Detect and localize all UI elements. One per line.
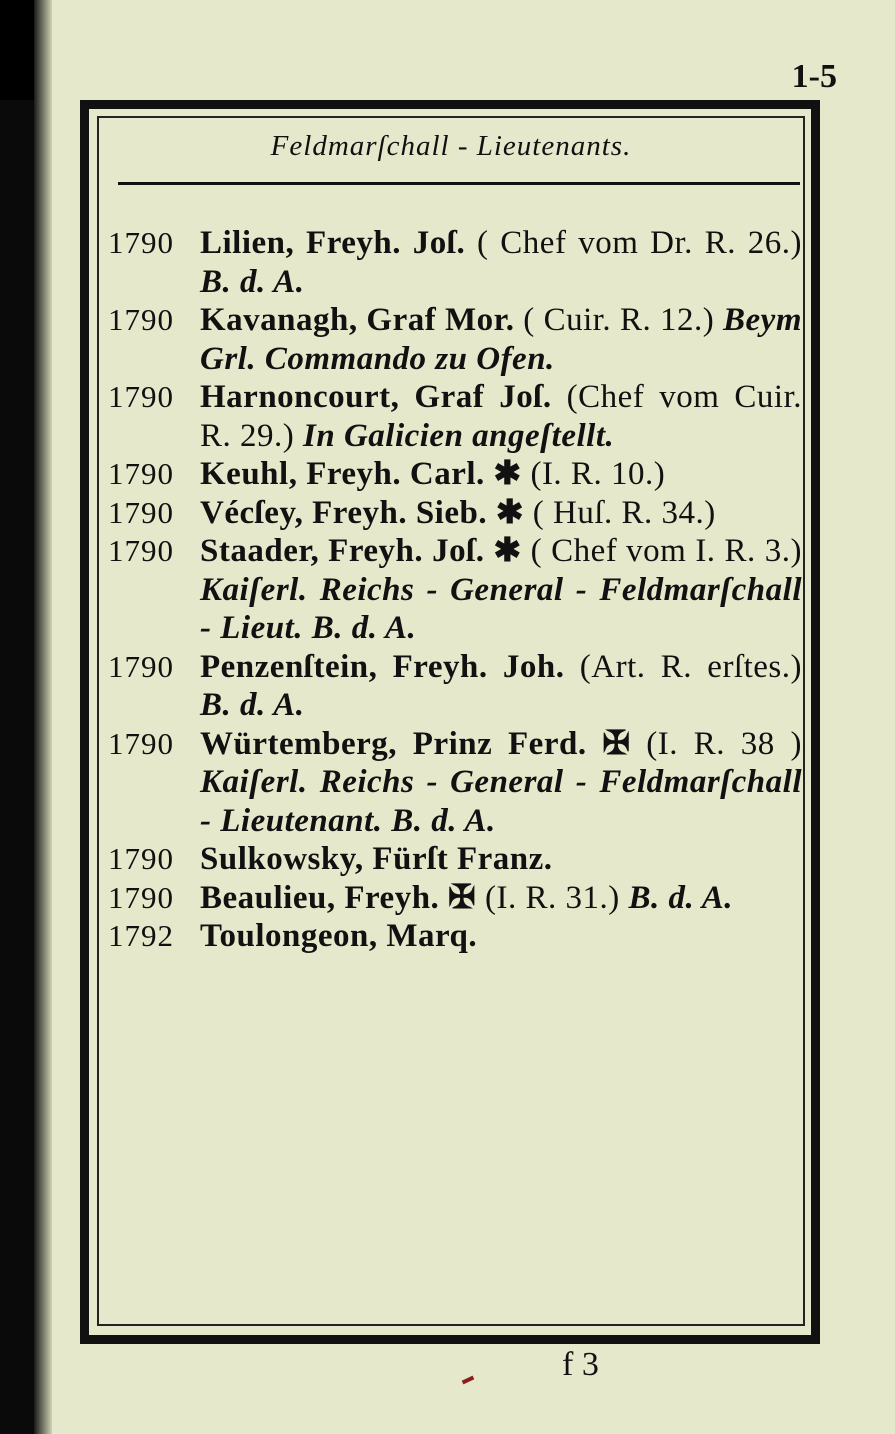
list-item [102,455,802,494]
entry-name: Würtemberg, Prinz Ferd. ✠ [200,725,631,762]
list-item [102,879,802,918]
entry-text [200,224,802,301]
list-item [102,532,802,648]
entry-name: Keuhl, Freyh. Carl. ✱ [200,456,522,492]
entry-detail: ( Chef vom I. R. 3.) [530,533,802,569]
page-number: 1-5 [791,58,837,95]
entry-name: Sulkowsky, Fürſt Franz. [200,841,553,877]
entry-name: Kavanagh, Graf Mor. [200,302,515,338]
entry-text [200,725,802,841]
entry-detail: ( Chef vom Dr. R. 26.) [477,225,802,261]
entry-name: Vécſey, Freyh. Sieb. ✱ [200,494,525,531]
list-item [102,224,802,301]
entry-note: In Galicien angeſtellt. [303,417,615,454]
entry-text [200,879,802,918]
entry-detail: (I. R. 10.) [530,456,666,492]
entry-year: 1792 [108,918,174,953]
entry-detail: (Art. R. erſtes.) [579,648,802,685]
list-item [102,378,802,455]
entry-note: B. d. A. [628,879,733,916]
signature-mark: f 3 [562,1346,599,1383]
list-item [102,648,802,725]
entry-note: B. d. A. [200,263,305,300]
entry-name: Harnoncourt, Graf Joſ. [200,379,552,415]
section-title: Feldmarſchall - Lieutenants. [270,130,632,162]
entry-text [200,301,802,378]
entry-name: Lilien, Freyh. Joſ. [200,225,466,261]
entry-text [200,532,802,648]
entry-note: Kaiſerl. Reichs - General - Feldmarſchall - Lieut. B. d. A. [200,571,802,646]
entry-text [200,648,802,725]
entry-name: Staader, Freyh. Joſ. ✱ [200,533,522,569]
entry-note: B. d. A. [200,687,305,723]
entry-detail: (I. R. 31.) [484,879,620,916]
entry-year: 1790 [108,379,174,414]
entry-text [200,917,802,956]
header-divider [118,182,800,185]
entry-detail: ( Huſ. R. 34.) [532,494,716,531]
entry-text [200,494,802,533]
entry-year: 1790 [108,302,174,337]
list-item [102,917,802,956]
entry-detail: (I. R. 38 ) [646,725,803,762]
entry-year: 1790 [108,533,174,568]
entry-year: 1790 [108,841,174,876]
entry-detail: (Chef vom Cuir. R. 29.) [200,379,803,454]
entry-year: 1790 [108,648,174,684]
entry-text [200,378,802,455]
book-binding [0,0,52,1434]
entry-year: 1790 [108,494,174,530]
entry-name: Toulongeon, Marq. [200,918,478,954]
entry-name: Penzenſtein, Freyh. Joh. [200,648,565,685]
list-item [102,301,802,378]
list-item [102,725,802,841]
binding-edge [34,0,52,1434]
entry-text [200,455,802,494]
entry-year: 1790 [108,725,174,761]
entry-text [200,840,802,879]
entry-year: 1790 [108,225,174,260]
entry-name: Beaulieu, Freyh. ✠ [200,879,477,916]
entry-note: Kaiſerl. Reichs - General - Feldmarſchall - Lieutenant. B. d. A. [200,764,802,839]
officer-list [102,224,802,956]
entry-year: 1790 [108,879,174,915]
entry-note: Beym Grl. Commando zu Ofen. [200,302,802,377]
list-item [102,494,802,533]
entry-year: 1790 [108,456,174,491]
entry-detail: ( Cuir. R. 12.) [523,302,715,338]
list-item [102,840,802,879]
